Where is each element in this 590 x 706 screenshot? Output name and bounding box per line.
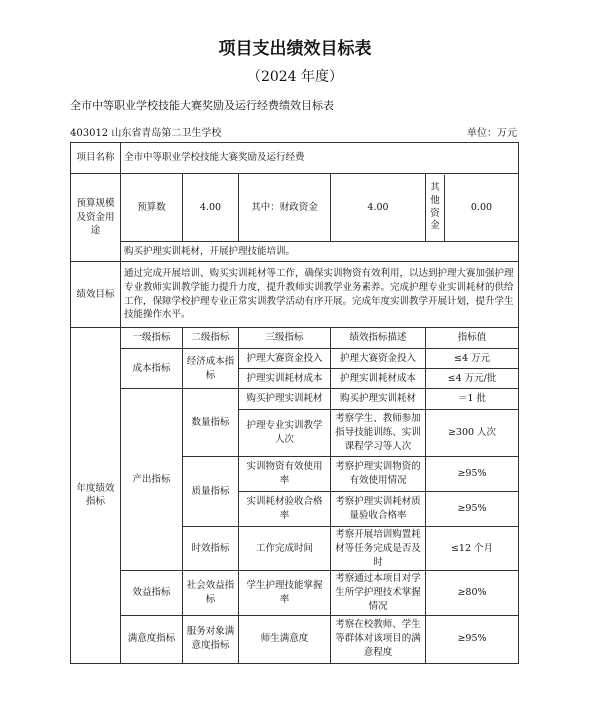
level3-cell: 学生护理技能掌握率 [239,571,331,615]
value-cell: ≥80% [426,571,519,615]
description-cell: 考察通过本项目对学生所学护理技术掌握情况 [331,571,426,615]
value-cell: ＝1 批 [426,389,519,410]
level1-cost: 成本指标 [121,349,183,389]
page-title: 项目支出绩效目标表 [218,39,372,59]
level2-quantity: 数量指标 [183,389,239,457]
value-cell: ≤4 万元 [426,349,519,369]
performance-table [70,142,519,664]
description-cell: 考察开展培训购置耗材等任务完成是否及时 [331,527,426,571]
budget-amount-label: 预算数 [121,174,183,242]
unit-label: 单位：万元 [467,128,517,139]
level2-quality: 质量指标 [183,457,239,527]
level3-cell: 购买护理实训耗材 [239,389,331,410]
other-funds-cell [426,174,519,242]
header-level1: 一级指标 [121,328,183,349]
level3-cell: 实训耗材验收合格率 [239,492,331,527]
value-cell: ≥95% [426,457,519,492]
description-cell: 护理实训耗材成本 [331,369,426,389]
value-cell: ≤4 万元/批 [426,369,519,389]
budget-purpose: 购买护理实训耗材，开展护理技能培训。 [121,242,519,262]
organization-label: 403012 山东省青岛第二卫生学校 [70,128,222,139]
value-cell: ≥95% [426,615,519,663]
finance-value: 4.00 [331,174,426,242]
level2-social-benefit: 社会效益指标 [183,571,239,615]
annual-indicators-label: 年度绩效指标 [71,328,121,664]
description-cell: 考察学生、教师参加指导技能训练、实训课程学习等人次 [331,410,426,457]
value-cell: ≥300 人次 [426,410,519,457]
level1-benefit: 效益指标 [121,571,183,615]
level2-service-satisfaction: 服务对象满意度指标 [183,615,239,663]
level1-satisfaction: 满意度指标 [121,615,183,663]
level1-output: 产出指标 [121,389,183,571]
description-cell: 购买护理实训耗材 [331,389,426,410]
value-cell: ≤12 个月 [426,527,519,571]
level3-cell: 护理实训耗材成本 [239,369,331,389]
description-cell: 考察在校教师、学生等群体对该项目的满意程度 [331,615,426,663]
goal-text: 通过完成开展培训、购买实训耗材等工作，确保实训物资有效利用，以达到护理大赛加强护理专业教师实训教学能力提升力度，提升教师实训教学业务素养。完成护理专业实训耗材的供给工作，保障学校护理专业正常实训教学活动有序开展。完成年度实训教学开展计划，提升学生技能操作水平。 [121,262,519,328]
level2-economic-cost: 经济成本指标 [183,349,239,389]
header-description: 绩效指标描述 [331,328,426,349]
project-name-value: 全市中等职业学校技能大赛奖励及运行经费 [121,143,519,174]
year-label: （2024 年度） [246,69,344,85]
level3-cell: 师生满意度 [239,615,331,663]
goal-label: 绩效目标 [71,262,121,328]
project-name-label: 项目名称 [71,143,121,174]
other-funds-value: 0.00 [470,201,493,213]
budget-amount-value: 4.00 [183,174,239,242]
level3-cell: 护理专业实训教学人次 [239,410,331,457]
description-cell: 护理大赛资金投入 [331,349,426,369]
table-subtitle: 全市中等职业学校技能大赛奖励及运行经费绩效目标表 [70,99,334,112]
description-cell: 考察护理实训耗材质量验收合格率 [331,492,426,527]
budget-label: 预算规模及资金用途 [71,174,121,262]
level3-cell: 护理大赛资金投入 [239,349,331,369]
other-funds-label: 其他资金 [426,175,445,241]
header-level2: 二级指标 [183,328,239,349]
level2-time: 时效指标 [183,527,239,571]
value-cell: ≥95% [426,492,519,527]
finance-label: 其中：财政资金 [239,174,331,242]
level3-cell: 工作完成时间 [239,527,331,571]
description-cell: 考察护理实训物资的有效使用情况 [331,457,426,492]
header-value: 指标值 [426,328,519,349]
level3-cell: 实训物资有效使用率 [239,457,331,492]
header-level3: 三级指标 [239,328,331,349]
